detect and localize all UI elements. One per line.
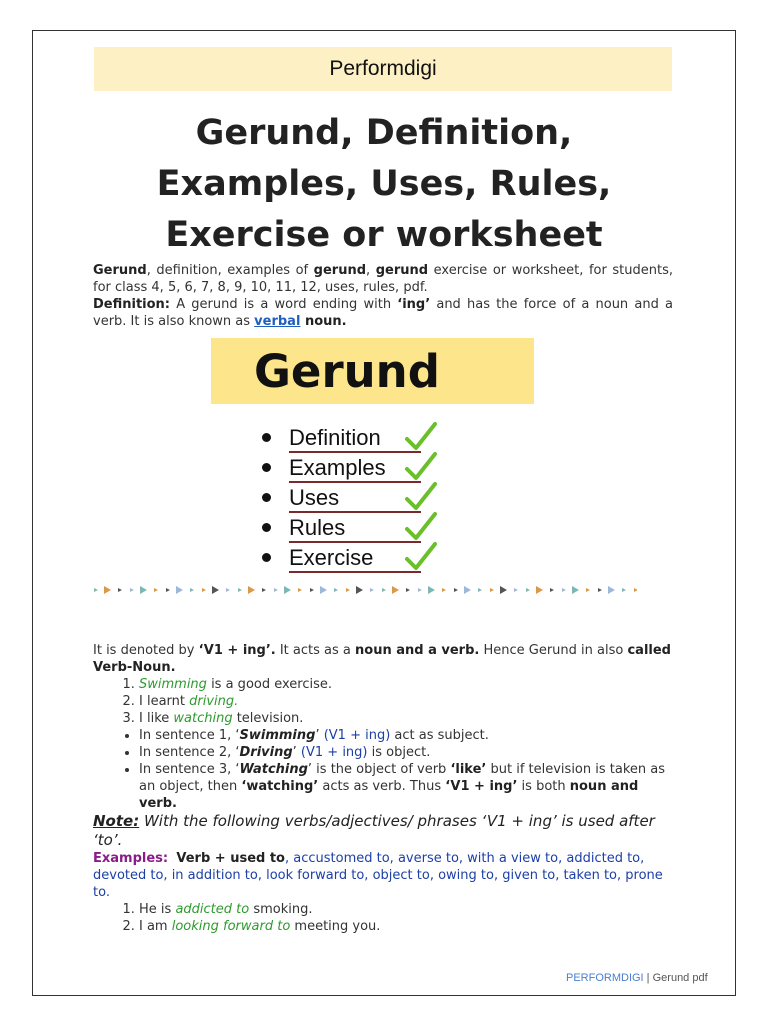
example-text: I like	[139, 711, 174, 726]
triangle-ornament	[356, 586, 363, 594]
header-band	[94, 47, 672, 91]
formula-text: ‘V1 + ing’.	[198, 643, 276, 658]
point-text: acts as verb. Thus	[318, 779, 446, 794]
triangle-ornament	[586, 588, 590, 592]
footer-brand: PERFORMDIGI	[566, 972, 644, 984]
example-text: meeting you.	[290, 919, 381, 934]
example-word: Swimming	[139, 677, 207, 692]
note-label: Note:	[93, 812, 140, 830]
point-bold: ‘V1 + ing’	[445, 779, 518, 794]
triangle-ornament	[94, 588, 98, 592]
body-text: It acts as a	[275, 643, 356, 658]
checkmark-icon	[404, 480, 438, 514]
triangle-ornament	[262, 588, 266, 592]
title-line-3: Exercise or worksheet	[165, 215, 603, 255]
examples-paragraph	[93, 850, 678, 901]
definition-text: noun.	[300, 314, 347, 329]
example-word: looking forward to	[171, 919, 291, 934]
point-text: ’	[315, 728, 324, 743]
triangle-ornament	[334, 588, 338, 592]
triangle-ornament	[572, 586, 579, 594]
intro-text: exercise or worksheet, for students, for class 4, 5, 6, 7, 8, 9, 10, 11, 12, uses, rules, pdf.	[93, 263, 674, 295]
verbal-link[interactable]: verbal	[254, 314, 301, 329]
point-text: act as subject.	[390, 728, 489, 743]
title-line-1: Gerund, Definition,	[195, 113, 573, 153]
bullet-icon	[262, 553, 271, 562]
feature-label: Definition	[289, 425, 381, 450]
feature-label: Exercise	[289, 545, 374, 570]
underline-decoration	[289, 511, 421, 513]
example-text: smoking.	[249, 902, 313, 917]
underline-decoration	[289, 541, 421, 543]
examples-bold: Verb + used to	[176, 851, 285, 866]
example-text: is a good exercise.	[206, 677, 333, 692]
footer-doc-name: Gerund pdf	[652, 972, 708, 984]
triangle-ornament	[562, 588, 566, 592]
triangle-ornament	[118, 588, 122, 592]
list-item	[139, 918, 678, 935]
intro-text: , definition, examples of	[146, 263, 314, 278]
triangle-ornament	[514, 588, 518, 592]
title-line-2: Examples, Uses, Rules,	[156, 164, 612, 204]
triangle-ornament	[212, 586, 219, 594]
point-text: ’	[292, 745, 301, 760]
intro-section	[93, 262, 673, 330]
site-name: Performdigi	[329, 57, 437, 80]
triangle-ornament	[176, 586, 183, 594]
definition-text: A gerund is a word ending with	[170, 297, 398, 312]
triangle-ornament	[478, 588, 482, 592]
example-list	[93, 676, 678, 727]
list-item	[139, 676, 678, 693]
bullet-icon	[262, 463, 271, 472]
example-text: I am	[139, 919, 172, 934]
definition-text: and has the force of a noun and a verb. It is also known as	[93, 297, 673, 329]
triangle-ornament	[392, 586, 399, 594]
noun-verb-text: noun and a verb.	[355, 643, 480, 658]
intro-paragraph	[93, 262, 673, 296]
denoted-paragraph	[93, 642, 678, 676]
intro-term: Gerund	[93, 263, 147, 278]
point-word: Swimming	[239, 728, 316, 743]
list-item	[139, 693, 678, 710]
list-item	[139, 727, 678, 744]
triangle-ornament	[190, 588, 194, 592]
triangle-ornament	[550, 588, 554, 592]
point-text: In sentence 1, ‘	[139, 728, 240, 743]
triangle-ornament	[442, 588, 446, 592]
example-text: He is	[139, 902, 176, 917]
triangle-ornament	[454, 588, 458, 592]
intro-text: ,	[366, 263, 376, 278]
point-formula: (V1 + ing)	[300, 745, 368, 760]
triangle-ornament	[346, 588, 350, 592]
list-item	[139, 761, 678, 812]
example-word: addicted to	[175, 902, 250, 917]
checkmark-icon	[404, 510, 438, 544]
triangle-ornament	[464, 586, 471, 594]
page-footer	[566, 972, 708, 984]
list-item	[139, 710, 678, 727]
definition-paragraph	[93, 296, 673, 330]
triangle-ornament	[238, 588, 242, 592]
bullet-icon	[262, 523, 271, 532]
triangle-ornament	[104, 586, 111, 594]
example-text: television.	[232, 711, 304, 726]
point-text: In sentence 3, ‘	[139, 762, 240, 777]
feature-list	[262, 424, 442, 574]
decorative-divider	[92, 584, 637, 596]
point-text: is object.	[367, 745, 431, 760]
point-text: is both	[517, 779, 570, 794]
intro-term: gerund	[313, 263, 367, 278]
triangle-ornament	[406, 588, 410, 592]
point-word: Driving	[239, 745, 293, 760]
verb-noun-text: called Verb-Noun.	[93, 643, 671, 675]
definition-ing: ‘ing’	[397, 297, 431, 312]
point-bold: noun and verb.	[139, 779, 639, 811]
triangle-ornament	[320, 586, 327, 594]
hero-title: Gerund	[254, 345, 440, 398]
point-word: Watching	[239, 762, 308, 777]
bullet-icon	[262, 493, 271, 502]
feature-label: Rules	[289, 515, 346, 540]
point-text: ’ is the object of verb	[307, 762, 451, 777]
underline-decoration	[289, 451, 421, 453]
triangle-ornament	[634, 588, 637, 592]
checkmark-icon	[404, 420, 438, 454]
intro-term: gerund	[375, 263, 429, 278]
point-bold: ‘watching’	[241, 779, 319, 794]
triangle-ornament	[202, 588, 206, 592]
checkmark-icon	[404, 540, 438, 574]
definition-label: Definition:	[93, 297, 171, 312]
feature-label: Examples	[289, 455, 386, 480]
feature-item	[262, 544, 442, 574]
triangle-ornament	[226, 588, 230, 592]
note-text: With the following verbs/adjectives/ phrases ‘V1 + ing’ is used after ‘to’.	[93, 812, 655, 849]
triangle-ornament	[608, 586, 615, 594]
explanation-list	[93, 727, 678, 812]
triangle-ornament	[418, 588, 422, 592]
body-text: It is denoted by	[93, 643, 199, 658]
example-word: driving.	[189, 694, 239, 709]
triangle-ornament	[166, 588, 170, 592]
body-text: Hence Gerund in also	[479, 643, 628, 658]
triangle-ornament	[130, 588, 134, 592]
note-paragraph	[93, 812, 678, 850]
list-item	[139, 744, 678, 761]
example-word: watching	[173, 711, 233, 726]
underline-decoration	[289, 481, 421, 483]
triangle-ornament	[310, 588, 314, 592]
example-list-2	[93, 901, 678, 935]
underline-decoration	[289, 571, 421, 573]
footer-separator: |	[643, 972, 653, 984]
point-text: In sentence 2, ‘	[139, 745, 240, 760]
triangle-ornament	[370, 588, 374, 592]
triangle-ornament	[428, 586, 435, 594]
bullet-icon	[262, 433, 271, 442]
list-item	[139, 901, 678, 918]
triangle-ornament	[248, 586, 255, 594]
page-title	[94, 108, 674, 261]
point-bold: ‘like’	[450, 762, 487, 777]
triangle-ornament	[598, 588, 602, 592]
triangle-ornament	[298, 588, 302, 592]
triangle-ornament	[490, 588, 494, 592]
body-section	[93, 642, 678, 935]
examples-text: , accustomed to, averse to, with a view to, addicted to, devoted to, in addition to, look forward to, object to, owing to, given to, taken to, prone to.	[93, 851, 663, 900]
example-text: I learnt	[139, 694, 190, 709]
checkmark-icon	[404, 450, 438, 484]
triangle-ornament	[526, 588, 530, 592]
triangle-ornament	[536, 586, 543, 594]
triangle-ornament	[284, 586, 291, 594]
feature-label: Uses	[289, 485, 340, 510]
triangle-ornament	[382, 588, 386, 592]
triangle-ornament	[274, 588, 278, 592]
point-formula: (V1 + ing)	[323, 728, 391, 743]
point-text: but if television is taken as an object, then	[139, 762, 666, 794]
triangle-ornament	[500, 586, 507, 594]
examples-label: Examples:	[93, 851, 169, 866]
triangle-ornament	[154, 588, 158, 592]
triangle-ornament	[140, 586, 147, 594]
triangle-ornament	[622, 588, 626, 592]
